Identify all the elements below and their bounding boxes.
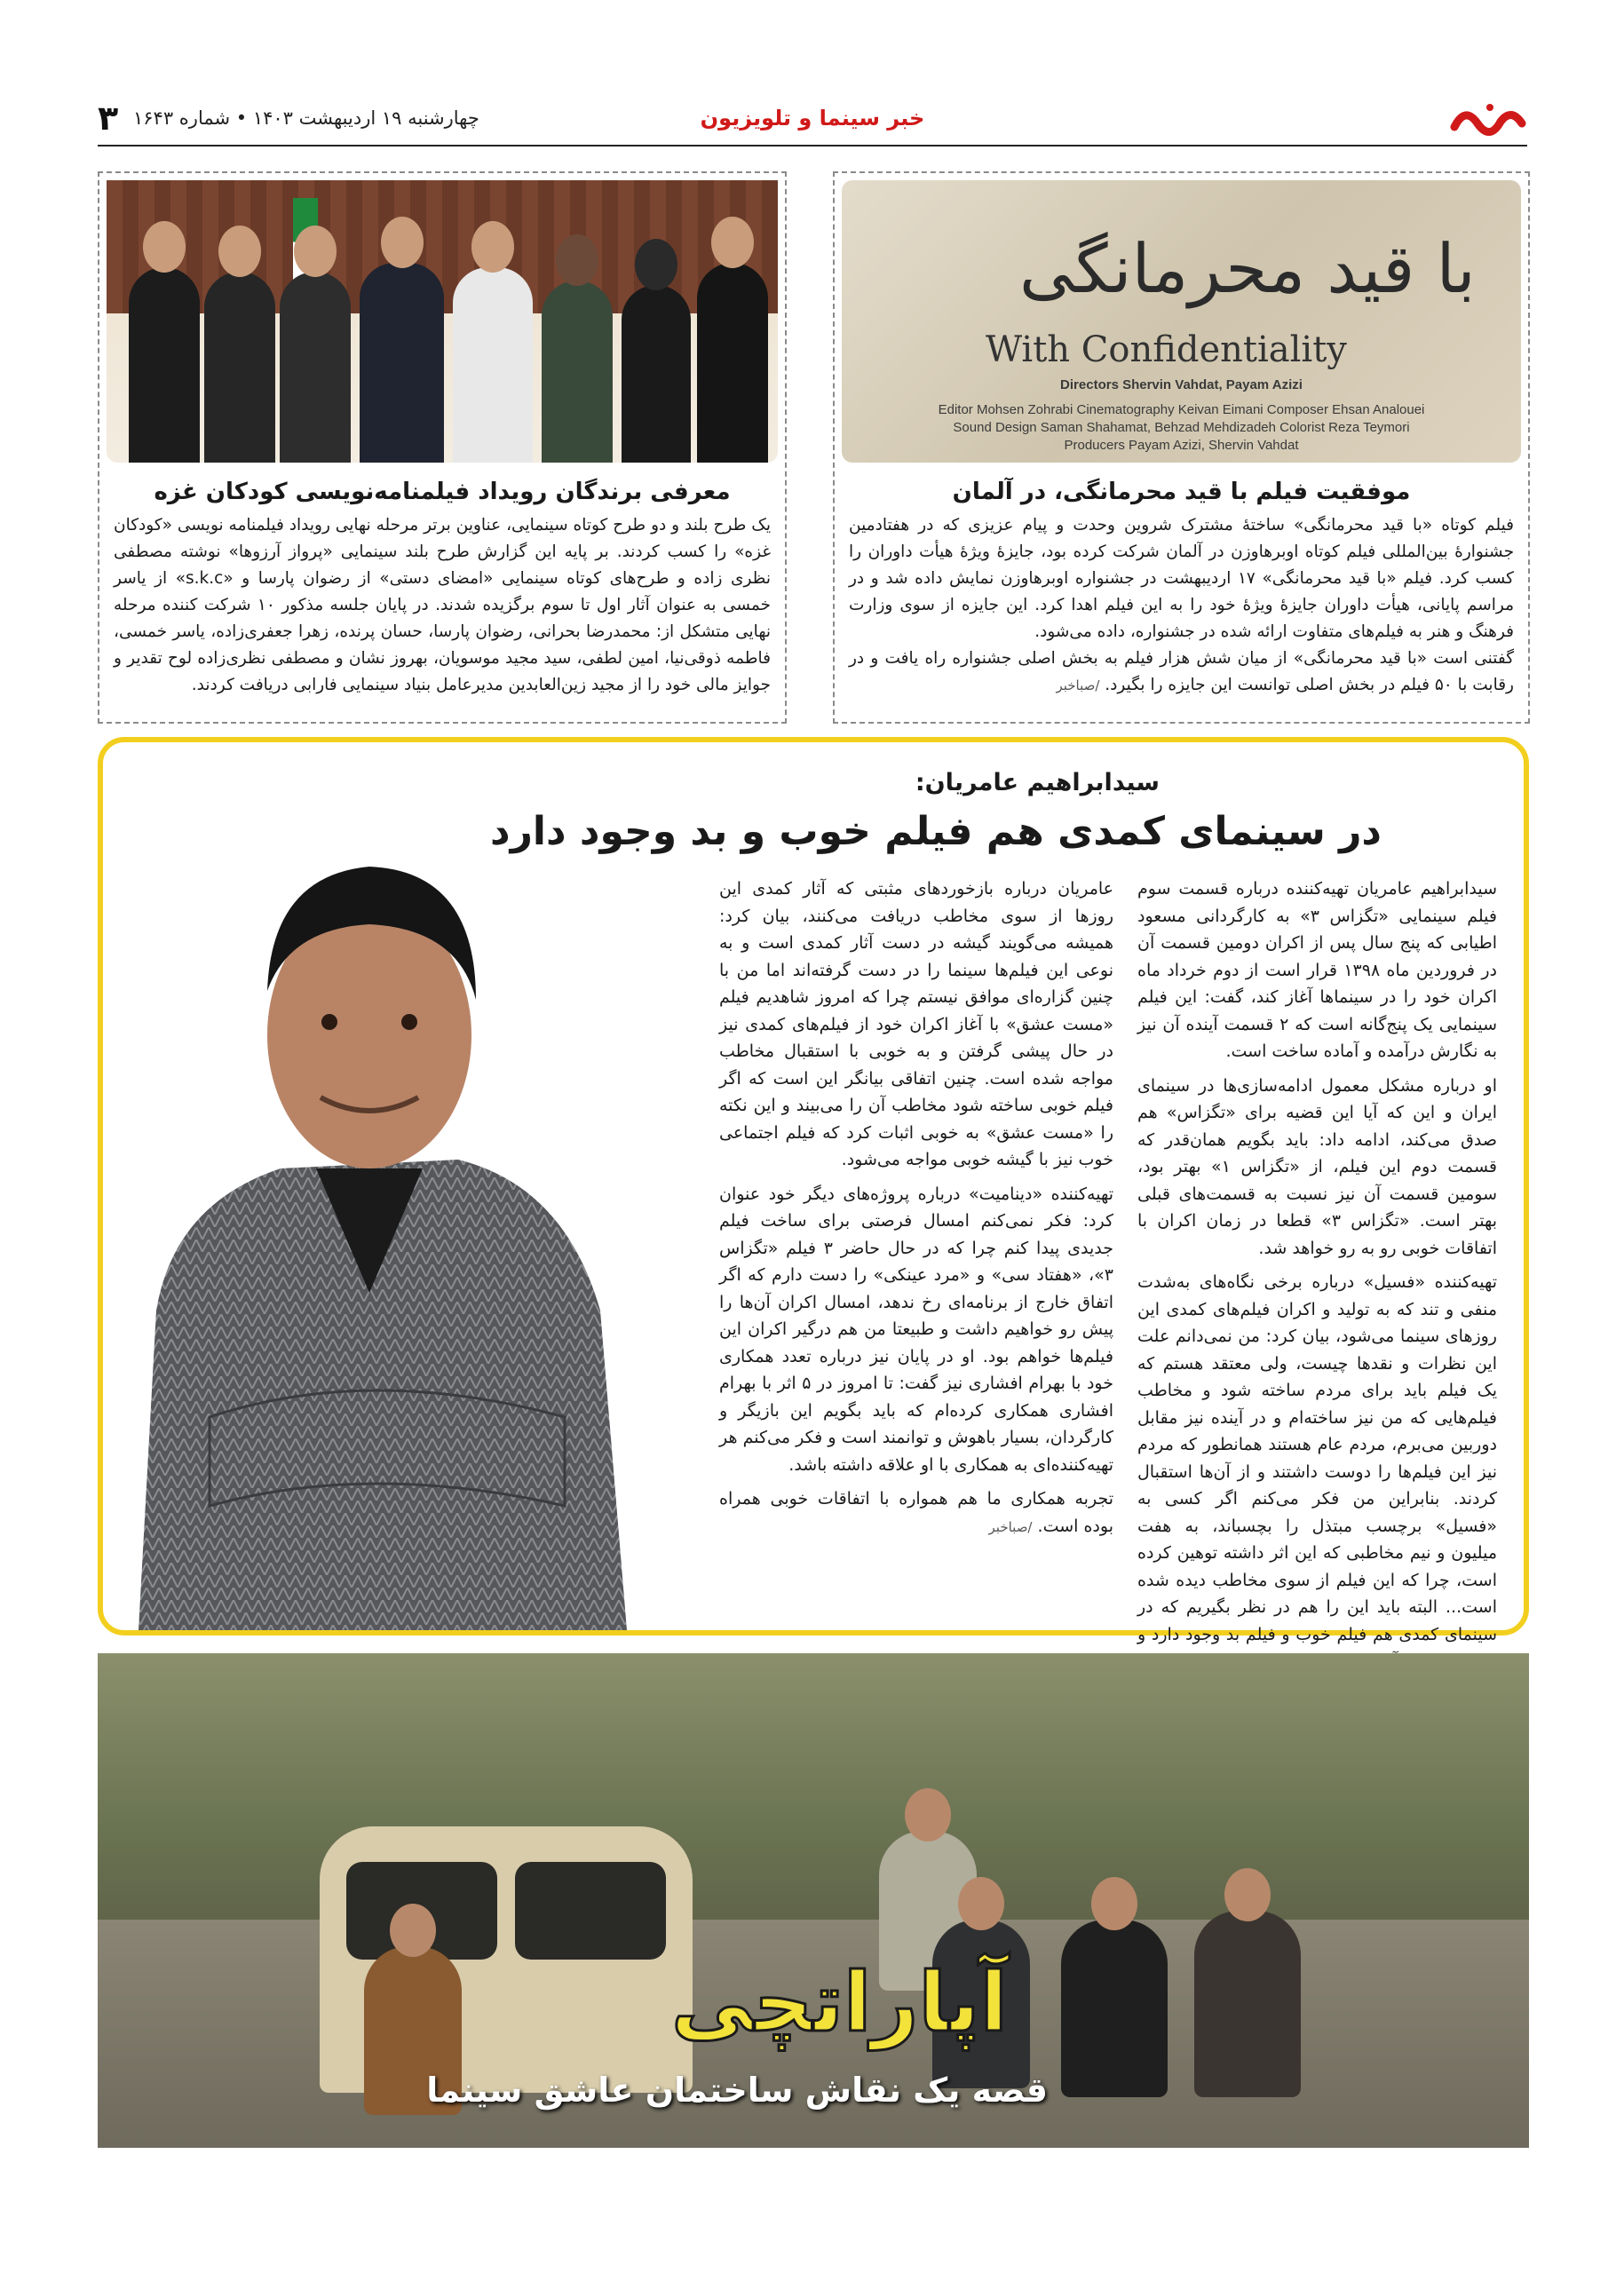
award-group-photo — [107, 180, 778, 463]
interview-column-left — [719, 875, 1113, 1548]
photo-person — [204, 272, 275, 463]
article-gaza-screenwriting — [98, 171, 787, 724]
interview-kicker: سیدابراهیم عامریان: — [915, 769, 1160, 796]
poster-persian-title: با قید محرمانگی — [1019, 229, 1476, 308]
promo-trees-background — [98, 1653, 1529, 1946]
promo-actor — [1061, 1920, 1168, 2097]
promo-actor — [1194, 1911, 1301, 2097]
interview-section — [98, 737, 1529, 1644]
newspaper-logo — [1447, 97, 1527, 139]
issue-date-number: چهارشنبه ۱۹ اردیبهشت ۱۴۰۳ • شماره ۱۶۴۳ — [133, 107, 479, 129]
interviewee-portrait — [103, 742, 636, 1630]
photo-person — [280, 272, 351, 463]
article-paragraph: گفتنی است «با قید محرمانگی» از میان شش هزار فیلم به بخش اصلی جشنواره راه یافت و در رقابت با ۵۰ فیلم در بخش اصلی توانست این جایزه را بگیرد. — [849, 649, 1514, 694]
poster-english-title: With Confidentiality — [986, 329, 1347, 370]
poster-crew-1: Editor Mohsen Zohrabi Cinematography Keivan Eimani Composer Ehsan Analouei — [938, 402, 1425, 417]
interview-column-right — [1137, 875, 1497, 1763]
article-body — [849, 512, 1514, 699]
photo-person — [129, 267, 200, 463]
film-poster-image — [842, 180, 1521, 463]
film-promo-banner — [98, 1653, 1529, 2148]
page-number: ۳ — [98, 99, 119, 138]
interview-paragraph: سیدابراهیم عامریان تهیه‌کننده درباره قسمت سوم فیلم سینمایی «تگزاس ۳» به کارگردانی مسعود اطیابی که پنج سال پس از اکران دومین قسمت آن در فروردین ماه ۱۳۹۸ قرار است از دوم خرداد ماه اکران خود را در سینماها آغاز کند، گفت: این فیلم سینمایی یک پنج‌گانه است که ۲ قسمت آینده آن نیز به نگارش درآمده و آماده ساخت است. — [1137, 879, 1497, 1061]
poster-crew-2: Sound Design Saman Shahamat, Behzad Mehdizadeh Colorist Reza Teymori — [953, 420, 1410, 435]
interview-paragraph: عامریان درباره بازخوردهای مثبتی که آثار کمدی این روزها از سوی مخاطب دریافت می‌کنند، بیان کرد: همیشه می‌گویند گیشه در دست آثار کمدی است و به نوعی این فیلم‌ها سینما را در دست گرفته‌اند اما من با چنین گزاره‌ای موافق نیستم چرا که امروز شاهدیم فیلم «مست عشق» با آغاز اکران خود از فیلم‌های کمدی نیز در حال پیشی گرفتن و به خوبی با استقبال مخاطب مواجه شده است. چنین اتفاقی بیانگر این است که اگر فیلم خوبی ساخته شود مخاطب آن را می‌بیند و این نکته را «مست عشق» به خوبی اثبات کرد که فیلم اجتماعی خوب نیز با گیشه خوبی مواجه می‌شود. — [719, 879, 1113, 1169]
article-film-germany — [833, 171, 1530, 724]
photo-person — [360, 263, 444, 463]
article-source: /صباخبر — [1056, 677, 1100, 693]
interview-paragraph: او درباره مشکل معمول ادامه‌سازی‌ها در سینمای ایران و این که آیا این قضیه برای «تگزاس» هم صدق می‌کند، ادامه داد: باید بگویم همان‌قدر که قسمت دوم این فیلم، از «تگزاس ۱» بهتر بود، سومین قسمت آن نیز نسبت به قسمت‌های قبلی بهتر است. «تگزاس ۳» قطعا در زمان اکران با اتفاقات خوبی رو به رو خواهد شد. — [1137, 1075, 1498, 1258]
page-header — [98, 93, 1527, 147]
photo-person — [622, 285, 691, 463]
photo-person — [453, 267, 533, 463]
interview-paragraph: تهیه‌کننده «فسیل» درباره برخی نگاه‌های به‌شدت منفی و تند که به تولید و اکران فیلم‌های کمدی این روزهای سینما می‌شود، بیان کرد: من نمی‌دانم علت این نظرات و نقدها چیست، ولی معتقد هستم که یک فیلم باید برای مردم ساخته شود و مخاطب فیلم‌هایی که من نیز ساخته‌ام و در آینده نیز مقابل دوربین می‌برم، مردم عام هستند همانطور که مردم نیز این فیلم‌ها را دوست داشتند و از آن‌ها استقبال کردند. بنابراین من فکر می‌کنم اگر کسی به «فسیل» برچسب مبتذل را بچسباند، به هفت میلیون و نیم مخاطبی که این اثر داشته توهین کرده است، چرا که این فیلم از سوی مخاطب دیده شده است... البته باید این را هم در نظر بگیریم که در سینمای کمدی هم فیلم خوب و فیلم بد وجود دارد و — [1137, 1272, 1497, 1644]
article-paragraph: فیلم کوتاه «با قید محرمانگی» ساختۀ مشترک شروین وحدت و پیام عزیزی که در هفتادمین جشنوارۀ بین‌المللی فیلم کوتاه اوبرهاوزن در آلمان شرکت کرده بود، جایزۀ ویژۀ هیأت داوران را کسب کرد. فیلم «با قید محرمانگی» ۱۷ اردیبهشت در جشنواره اوبرهاوزن نمایش داده شد و در مراسم پایانی، هیأت داوران جایزۀ ویژۀ خود را به این فیلم اهدا کرد. این جایزه از سوی وزارت فرهنگ و هنر به فیلم‌های متفاوت ارائه شده در جشنواره، داده می‌شود. — [849, 516, 1514, 641]
promo-tagline: قصه یک نقاش ساختمان عاشق سینما — [426, 2071, 1048, 2110]
photo-person — [542, 281, 613, 463]
interview-paragraph: تهیه‌کننده «دینامیت» درباره پروژه‌های دیگر خود عنوان کرد: فکر نمی‌کنم امسال فرصتی برای ساخت فیلم جدیدی پیدا کنم چرا که در حال حاضر ۳ فیلم «تگزاس ۳»، «هفتاد سی» و «مرد عینکی» را دست دارم که اگر اتفاق خارج از برنامه‌ای رخ ندهد، امسال اکران آن‌ها را پیش رو خواهیم داشت و طبیعتا من هم درگیر اکران این فیلم‌ها خواهم بود. او در پایان نیز درباره تعدد همکاری خود با بهرام افشاری نیز گفت: تا امروز در ۵ اثر با بهرام افشاری همکاری کرده‌ام که باید بگویم این بازیگر و کارگردان، بسیار باهوش و توانمند است و فکر می‌کنم هر تهیه‌کننده‌ای به همکاری با او علاقه داشته باشد. — [719, 1184, 1113, 1475]
interview-source: /صباخبر — [988, 1518, 1033, 1535]
article-title: موفقیت فیلم با قید محرمانگی، در آلمان — [952, 479, 1411, 505]
article-title: معرفی برندگان رویداد فیلمنامه‌نویسی کودکان غزه — [154, 479, 731, 505]
poster-directors: Directors Shervin Vahdat, Payam Azizi — [1060, 377, 1303, 392]
photo-person — [697, 263, 768, 463]
interview-paragraph — [719, 1485, 1113, 1540]
poster-producers: Producers Payam Azizi, Shervin Vahdat — [1064, 438, 1299, 453]
interview-closing: تجربه همکاری ما هم همواره با اتفاقات خوبی همراه بوده است. — [719, 1489, 1113, 1536]
promo-film-title: آپاراتچی — [670, 1955, 1008, 2050]
article-body: یک طرح بلند و دو طرح کوتاه سینمایی، عناوین برتر مرحله نهایی رویداد فیلمنامه نویسی «کودکان غزه» را کسب کردند. بر پایه این گزارش طرح بلند سینمایی «پرواز آرزوها» نوشته مصطفی نظری زاده و طرح‌های کوتاه سینمایی «امضای دستی» از رضوان پارسا و «s.k.c» از یاسر خمسی به عنوان آثار اول تا سوم برگزیده شدند. در پایان جلسه مذکور ۱۰ شرکت کننده مرحله نهایی متشکل از: محمدرضا بحرانی، رضوان پارسا، حسان پرنده، زهرا جعفری‌زاده، یاسر خمسی، فاطمه ذوقی‌نیا، امین لطفی، سید مجید موسویان، بهروز نشان و مصطفی نظری‌زاده لوح تقدیر و جوایز مالی خود را از مجید زین‌العابدین مدیرعامل بنیاد سینمایی فارابی دریافت کردند. — [114, 516, 771, 694]
interview-headline: در سینمای کمدی هم فیلم خوب و بد وجود دارد — [490, 809, 1382, 854]
section-title: خبر سینما و تلویزیون — [700, 106, 925, 131]
